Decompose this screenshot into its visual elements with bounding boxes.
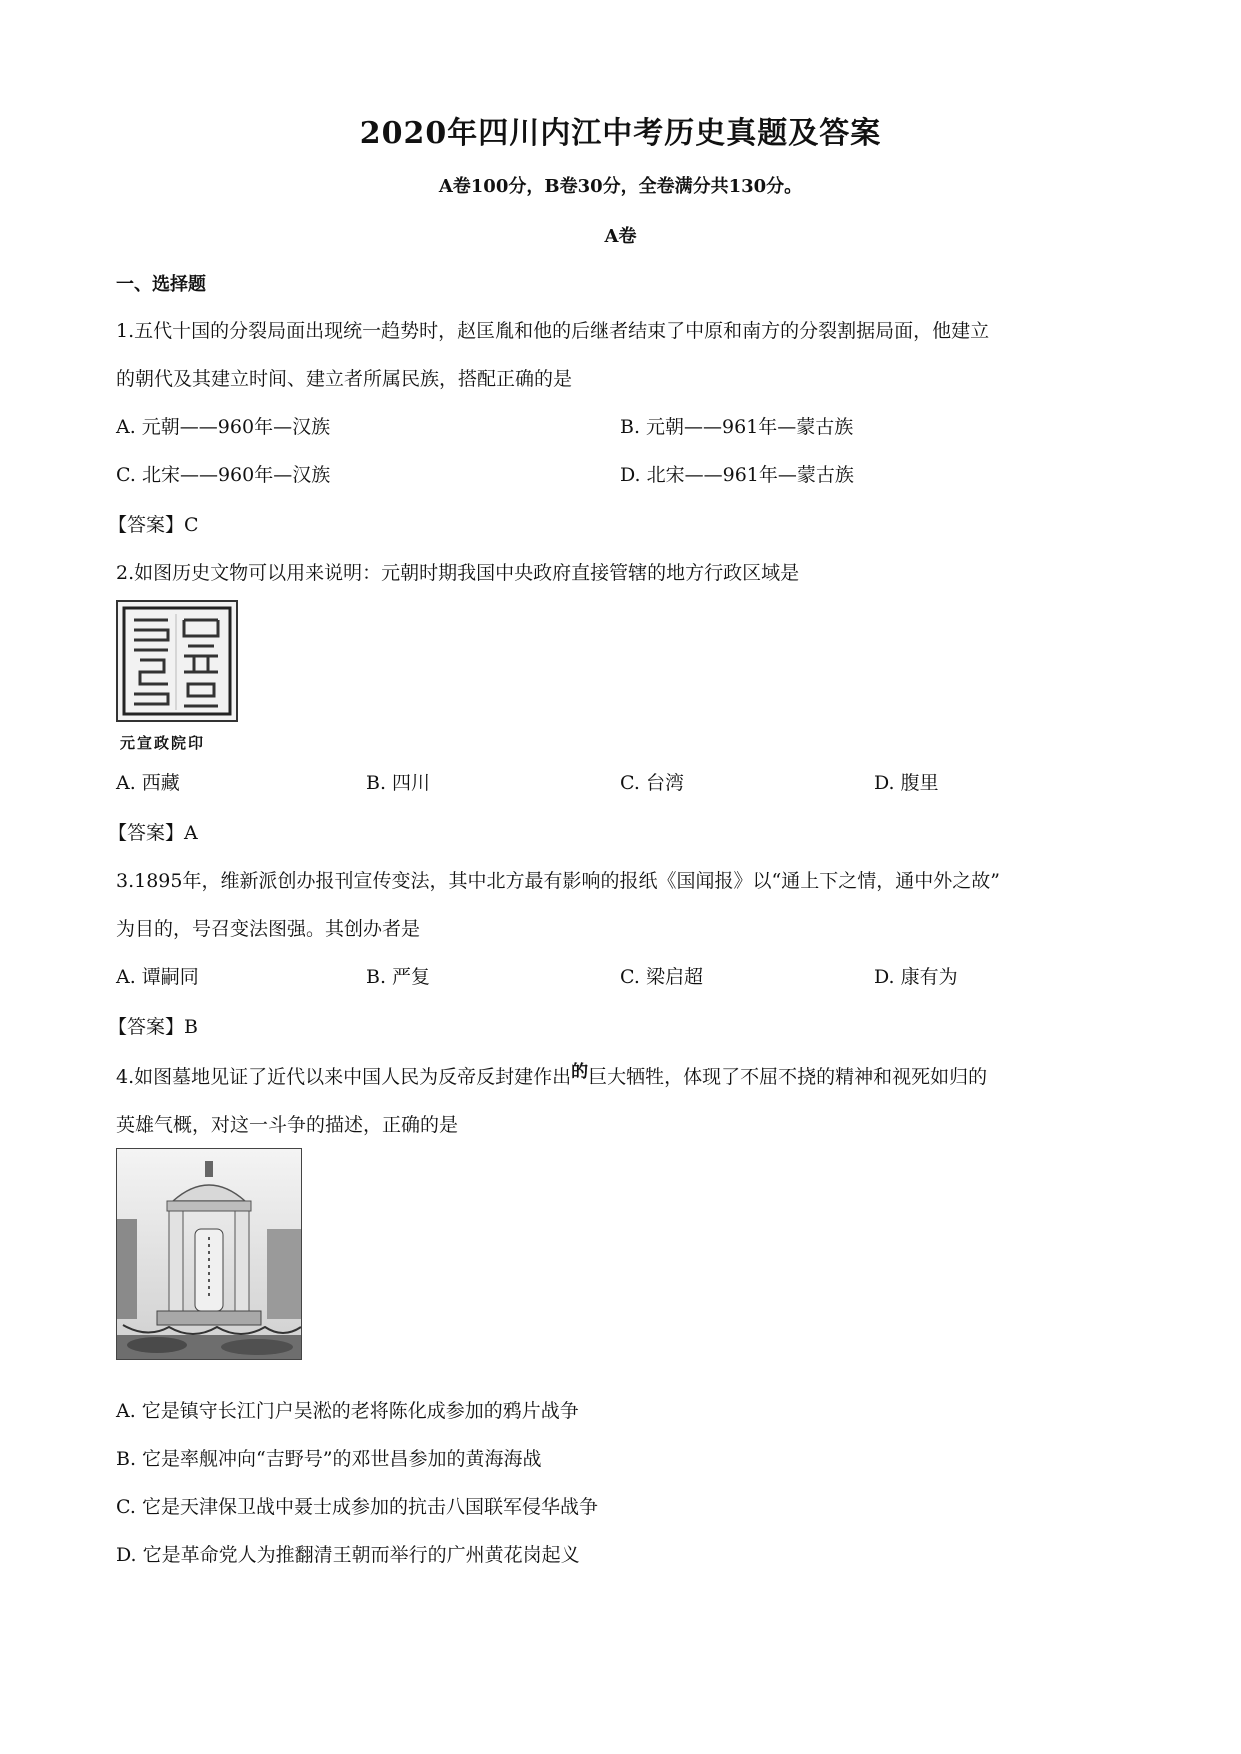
seal-pattern-icon	[118, 602, 236, 720]
page-title: 2020年四川内江中考历史真题及答案	[359, 116, 882, 151]
q1-answer: 【答案】C	[108, 514, 199, 536]
q3-option-d: D. 康有为	[874, 966, 958, 988]
seal-image	[116, 600, 238, 722]
q2-stem: 2.如图历史文物可以用来说明：元朝时期我国中央政府直接管辖的地方行政区域是	[116, 562, 800, 584]
q4-stem-part2: 巨大牺牲，体现了不屈不挠的精神和视死如归的	[588, 1066, 988, 1088]
q4-stem-part1: 4.如图墓地见证了近代以来中国人民为反帝反封建作出	[116, 1066, 572, 1088]
q3-stem-line2: 为目的，号召变法图强。其创办者是	[116, 918, 421, 940]
q3-option-a: A. 谭嗣同	[116, 966, 199, 988]
q1-option-a: A. 元朝——960年—汉族	[116, 416, 331, 438]
q4-option-a: A. 它是镇守长江门户吴淞的老将陈化成参加的鸦片战争	[116, 1400, 579, 1422]
q4-option-c: C. 它是天津保卫战中聂士成参加的抗击八国联军侵华战争	[116, 1496, 598, 1518]
monument-photo	[116, 1148, 302, 1360]
q1-option-b: B. 元朝——961年—蒙古族	[620, 416, 854, 438]
q4-stem-line2: 英雄气概，对这一斗争的描述，正确的是	[116, 1114, 459, 1136]
q4-option-d: D. 它是革命党人为推翻清王朝而举行的广州黄花岗起义	[116, 1544, 580, 1566]
q2-option-a: A. 西藏	[116, 772, 180, 794]
monument-illustration-icon	[117, 1149, 301, 1359]
score-note: A卷100分，B卷30分，全卷满分共130分。	[438, 176, 803, 197]
paper-a-heading: A卷	[604, 226, 637, 247]
q3-option-b: B. 严复	[366, 966, 431, 988]
q2-option-d: D. 腹里	[874, 772, 939, 794]
q4-stem-emphasis: 的	[571, 1062, 589, 1082]
q2-option-c: C. 台湾	[620, 772, 684, 794]
q2-answer: 【答案】A	[108, 822, 198, 844]
q3-answer: 【答案】B	[108, 1016, 198, 1038]
seal-caption: 元宣政院印	[120, 734, 206, 752]
q1-stem-line1: 1.五代十国的分裂局面出现统一趋势时，赵匡胤和他的后继者结束了中原和南方的分裂割据局面，他建立	[116, 320, 990, 342]
q4-option-b: B. 它是率舰冲向“吉野号”的邓世昌参加的黄海海战	[116, 1448, 542, 1470]
q3-option-c: C. 梁启超	[620, 966, 703, 988]
q1-option-d: D. 北宋——961年—蒙古族	[620, 464, 854, 486]
q4-stem-line1	[116, 1062, 987, 1089]
q2-option-b: B. 四川	[366, 772, 431, 794]
q1-option-c: C. 北宋——960年—汉族	[116, 464, 331, 486]
q1-stem-line2: 的朝代及其建立时间、建立者所属民族，搭配正确的是	[116, 368, 573, 390]
q3-stem-line1: 3.1895年，维新派创办报刊宣传变法，其中北方最有影响的报纸《国闻报》以“通上下之情，通中外之故”	[116, 870, 1000, 892]
section-heading: 一、选择题	[116, 274, 206, 295]
